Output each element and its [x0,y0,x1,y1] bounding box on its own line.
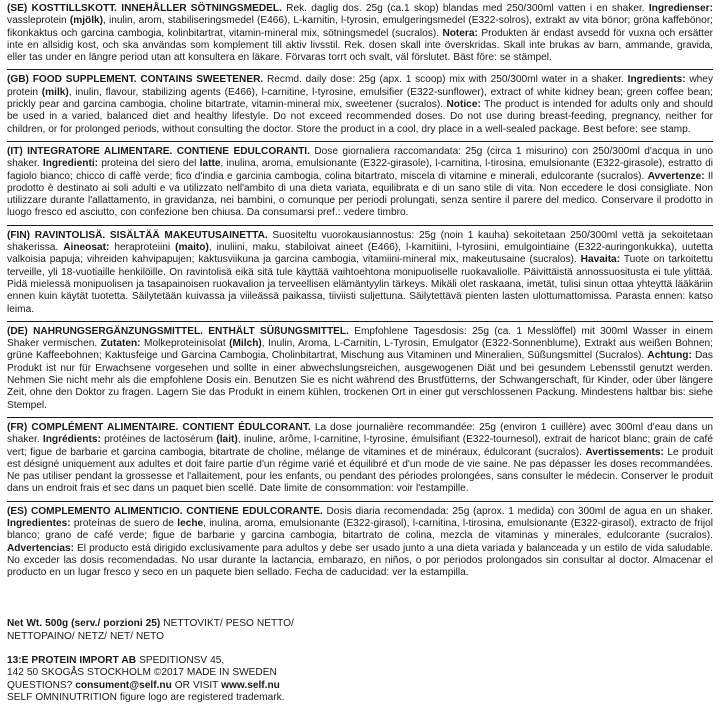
body-text: The product is intended for adults only and should be used in a varied, balanced diet and healthy lifestyle. Do not exceed recommended doses. Do not use during breast-feeding, pregnancy, neither for children, or for prolonged periods, without consulting the doctor. Store the product in a cool, dry place in a well-sealed package. Best before: see stamp. [7,99,713,135]
body-text: , inuliini, maku, stabiloivat aineet (E466), l-karnitiini, l-tyrosiini, emulgointiaine (E322-auringonkukka), uutetta valkoisia papuja; vihreiden kahvipapujen; kaktusviikuna ja garcina cambogia, vitamiini-mineral mix, makeutusaine (sucralos). [7,242,713,266]
bold-text: (FR) COMPLÉMENT ALIMENTAIRE. CONTIENT ÉDULCORANT. [7,421,311,433]
bold-text: Zutaten: [100,338,141,350]
bold-text: Avvertenze: [647,170,705,182]
bold-text: Havaita: [580,254,621,266]
label-footer [7,618,713,704]
bold-text: (GB) FOOD SUPPLEMENT. CONTAINS SWEETENER. [7,74,264,86]
bold-text: Ingredienti: [42,158,98,170]
body-text: Recmd. daily dose: 25g (apx. 1 scoop) mix with 250/300ml water in a shaker. [263,74,628,86]
questions-label: QUESTIONS? [7,679,76,691]
net-weight-line-2: NETTOPAINO/ NETZ/ NET/ NETO [7,630,164,642]
bold-text: (ES) COMPLEMENTO ALIMENTICIO. CONTIENE EDULCORANTE. [7,505,323,517]
bold-text: Advertencias: [7,542,74,554]
bold-text: Ingrédients: [42,434,101,446]
company-name: 13:E PROTEIN IMPORT AB [7,655,137,667]
body-text: Rek. daglig dos. 25g (ca.1 skop) blandas med 250/300ml vatten i en shaker. [281,3,649,14]
language-sections [7,3,713,584]
body-text: Produkten är endast avsedd för vuxna och ersätter inte en allsidig kost, och ska användas som komplement till aktiv livsstil. Rek. dosen skall inte överskridas. Skall inte brukas av barn, ammande, gravida, eller tas under en längre period utan att konsultera en läkare. Förvaras torrt och svalt, väl förslutet. Bäst före: se stämpel. [7,27,713,64]
bold-text: Notera: [442,27,478,39]
section-gb [7,74,713,141]
section-paragraph [7,506,713,580]
body-text: vassleprotein [7,15,70,27]
bold-text: (FIN) RAVINTOLISÄ. SISÄLTÄÄ MAKEUTUSAINETTA. [7,229,268,241]
bold-text: latte [199,158,221,170]
body-text: NETTOVIKT/ PESO NETTO/ [160,618,294,630]
body-text: Tuote on tarkoitettu terveille, yli 18-vuotiaille henkilöille. On ravintolisä eikä sitä tule käyttää vaihtoehtona monipuoliselle ruokavaliolle. Päivittäistä annossuositusta ei tule ylittää. Pidä mielessä monipuolisen ja tasapainoisen ruokavalion ja terveellisen elämäntyylin tärkeys. Mikäli olet raskaana, imetät, tulisi sinun ottaa yhteyttä lääkäriin ennen kuin käytät tuotetta. Säilytetään kuivassa ja viileässä paikassa, tiiviisti suljettuna. Säilytettävä pienten lasten ulottumattomissa. Parasta ennen: katso leima. [7,254,713,315]
bold-text: Net Wt. 500g (serv./ porzioni 25) [7,618,161,630]
bold-text: Avertissements: [585,446,664,458]
contact-email: consument@self.nu [75,679,172,691]
bold-text: (lait) [216,434,238,446]
net-weight-line [7,618,713,630]
bold-text: (DE) NAHRUNGSERGÄNZUNGSMITTEL. ENTHÄLT SÜßUNGSMITTEL. [7,325,349,337]
bold-text: (milk) [41,86,69,98]
bold-text: Notice: [446,99,481,111]
section-paragraph [7,326,713,412]
company-address-line [7,655,713,667]
city-line: 142 50 SKOGÅS STOCKHOLM ©2017 MADE IN SWEDEN [7,667,277,679]
section-paragraph [7,74,713,135]
bold-text: Aineosat: [63,242,110,254]
section-paragraph [7,422,713,496]
body-text: , Inulin, Aroma, L-Carnitin, L-Tyrosin, Emulgator (E322-Sonnenblume), Extrakt aus weißen Bohnen; grüne Kaffeebohnen; Kaktusfeige und Garcina Cambogia, Cholinbitartrat, Mischung aus Vitaminen und Mineralien, Süßungsmittel (Sucralos). [7,338,713,362]
section-it [7,146,713,226]
trademark-notice: SELF OMNINUTRITION figure logo are registered trademark. [7,691,285,703]
section-paragraph [7,3,713,64]
body-text: heraproteiini [109,242,176,254]
bold-text: Ingredienser: [648,3,713,14]
section-paragraph [7,230,713,316]
body-text: proteínas de suero de [70,517,178,529]
bold-text: Ingredients: [627,74,686,86]
section-se [7,3,713,70]
bold-text: (SE) KOSTTILLSKOTT. INNEHÅLLER SÖTNINGSMEDEL. [7,3,282,14]
body-text: Suositeltu vuorokausiannostus: 25g (noin 1 kauha) sekoitetaan 250/300ml vettä ja sekoitetaan shakerissa. [7,229,713,254]
section-fr [7,422,713,502]
body-text: , inulina, aroma, emulsionante (E322-girasole), l-carnitina, l-tirosina, emulsionante (E322-girasole), estratto di fagiolo bianco; chicco di caffè verde; fico d'india e garcinia cambogia, colina bitartrato, miscela di vitamine e minerali, edulcorante (sucralos). [7,158,714,182]
body-text: proteina del siero del [98,158,200,170]
body-text: Empfohlene Tagesdosis: 25g (ca. 1 Messlöffel) mit 300ml Wasser in einem Shaker vermischen. [7,325,713,350]
section-fin [7,230,713,322]
section-de [7,326,713,418]
section-paragraph [7,146,713,220]
body-text: , inulin, arom, stabiliseringsmedel (E466), L-karnitin, l-tyrosin, emulgeringsmedel (E322-solros), extrakt av vita bönor; gröna kaffebönor; fikonkaktus och garcina cambogia, kolinbitartrat, vitamin-mineral mix, sötningsmedel (sucralos). [7,15,713,39]
bold-text: (mjölk) [69,15,104,27]
body-text: whey protein [7,74,714,98]
body-text: , inulin, flavour, stabilizing agents (E466), l-carnitine, l-tyrosine, emulsifier (E322-sunflower), extract of white kidney bean; green coffee bean; prickly pear and garcina cambogia, choline bitartrate, vitamin-mineral mix, sweetener (sucralos). [7,86,713,111]
visit-label: OR VISIT [171,679,222,691]
body-text: El producto está dirigido exclusivamente para adultos y debe ser usado junto a una dieta variada y balanceada y un estilo de vida saludable. No exceder las dosis recomendadas. No usar durante la lactancia, embarazo, en niños, o por periodos prolongados sin consultar al doctor. Almacenar el producto en un lugar fresco y seco en un paquete bien sellado. Fecha de caducidad: ver la estampilla. [7,542,713,579]
street-address: SPEDITIONSV 45, [136,655,225,667]
bold-text: leche [177,517,204,529]
bold-text: Achtung: [647,350,692,362]
body-text: Molkeproteinisolat [140,338,230,350]
body-text: , inulina, aroma, emulsionante (E322-girasol), l-carnitina, l-tirosina, emulsionante (E322-girasol), extracto de frijol blanco; grano de café verde; figue de barbarie y garcina cambogia, bitartrato de colina, mezcla de vitaminas y minerales, edulcorante (sucralos). [7,517,713,542]
body-text: protéines de lactosérum [100,434,217,446]
body-text: Das Produkt ist nur für Erwachsene vorgesehen und sollte in einer abwechslungsreichen, ausgewogenen Diät und bei gesundem Lebensstil genutzt werden. Nehmen Sie nicht mehr als die empfohlene Dosis ein. Benutzen Sie es nicht während des Brustfütterns, der Schwangerschaft, für Kinder, oder über längere Zeit, ohne den Doktor zu fragen. Lagern Sie das Produkt in einem kühlen, trockenen Ort in einer gut verschlossenen Packung. Mindestens haltbar bis: siehe Stempel. [7,350,713,411]
body-text: La dose journalière recommandée: 25g (environ 1 cuillère) avec 300ml d'eau dans un shaker. [7,421,713,446]
bold-text: Ingredientes: [7,517,71,529]
bold-text: (maito) [175,242,209,254]
bold-text: (Milch) [229,338,262,350]
body-text: , inuline, arôme, l-carnitine, l-tyrosine, émulsifiant (E322-tournesol), extrait de haricot blanc; grain de café vert; figue de barbarie et garcina cambogia, bitartrate de choline, mélange de vitamines et de minéraux, édulcorant (sucralos). [7,434,713,458]
section-es [7,506,713,585]
body-text: Dose giornaliera raccomandata: 25g (circa 1 misurino) con 250/300ml d'acqua in uno shaker. [7,145,713,170]
body-text: Il prodotto è destinato ai soli adulti e va utilizzato nell'ambito di una dieta variata, equilibrata e di un sano stile di vita. Non eccedere le dosi consigliate. Non utilizzare durante l'allattamento, in gravidanza, nei bambini, o comunque per periodi prolungati, senza sentire il parere del medico. Conservare il prodotto in luogo fresco ed asciutto, con confezione ben chiusa. Da consumarsi pref.: vedere timbro. [7,170,713,219]
website-link: www.self.nu [221,679,280,691]
contact-line [7,680,713,692]
body-text: Dosis diaria recomendada: 25g (aprox. 1 medida) con 300ml de agua en un shaker. [322,505,713,517]
bold-text: (IT) INTEGRATORE ALIMENTARE. CONTIENE EDULCORANTI. [7,145,310,157]
body-text: Le produit est désigné uniquement aux adultes et doit faire partie d'un régime varié et équilibré et d'un mode de vie saine. Ne pas dépasser les doses recommandées. Ne pas utiliser pendant la grossesse et l'allaitement, pour les enfants, ou pendant des périodes prolongées, sans consulter le médecin. Conserver le produit dans un endroit frais et sec dans un paquet bien scellé. Date limite de consommation: voir l'estampille. [7,446,714,495]
